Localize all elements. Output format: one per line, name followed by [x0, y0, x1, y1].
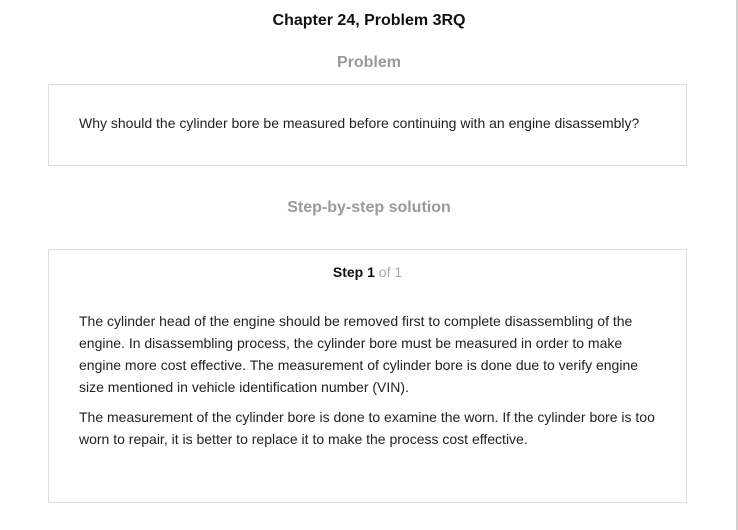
step-card — [48, 249, 687, 503]
problem-question-text: Why should the cylinder bore be measured before continuing with an engine disassembly? — [79, 115, 640, 131]
step-paragraph: The cylinder head of the engine should be removed first to complete disassembling of the engine. In disassembling process, the cylinder bore must be measured in order to make engine more cost effective. The measurement of cylinder bore is done due to verify engine size mentioned in vehicle identification number (VIN). — [79, 313, 639, 395]
step-indicator — [49, 264, 686, 280]
step-total: of 1 — [378, 264, 403, 280]
step-number: 1 — [367, 264, 375, 280]
page-title: Chapter 24, Problem 3RQ — [272, 12, 466, 29]
solution-section-label: Step-by-step solution — [287, 199, 451, 216]
problem-section-label: Problem — [336, 54, 401, 71]
step-body — [79, 310, 659, 458]
step-label: Step — [332, 264, 364, 280]
step-paragraph: The measurement of the cylinder bore is done to examine the worn. If the cylinder bore is too worn to repair, it is better to replace it to make the process cost effective. — [79, 409, 655, 447]
problem-card — [48, 84, 687, 166]
